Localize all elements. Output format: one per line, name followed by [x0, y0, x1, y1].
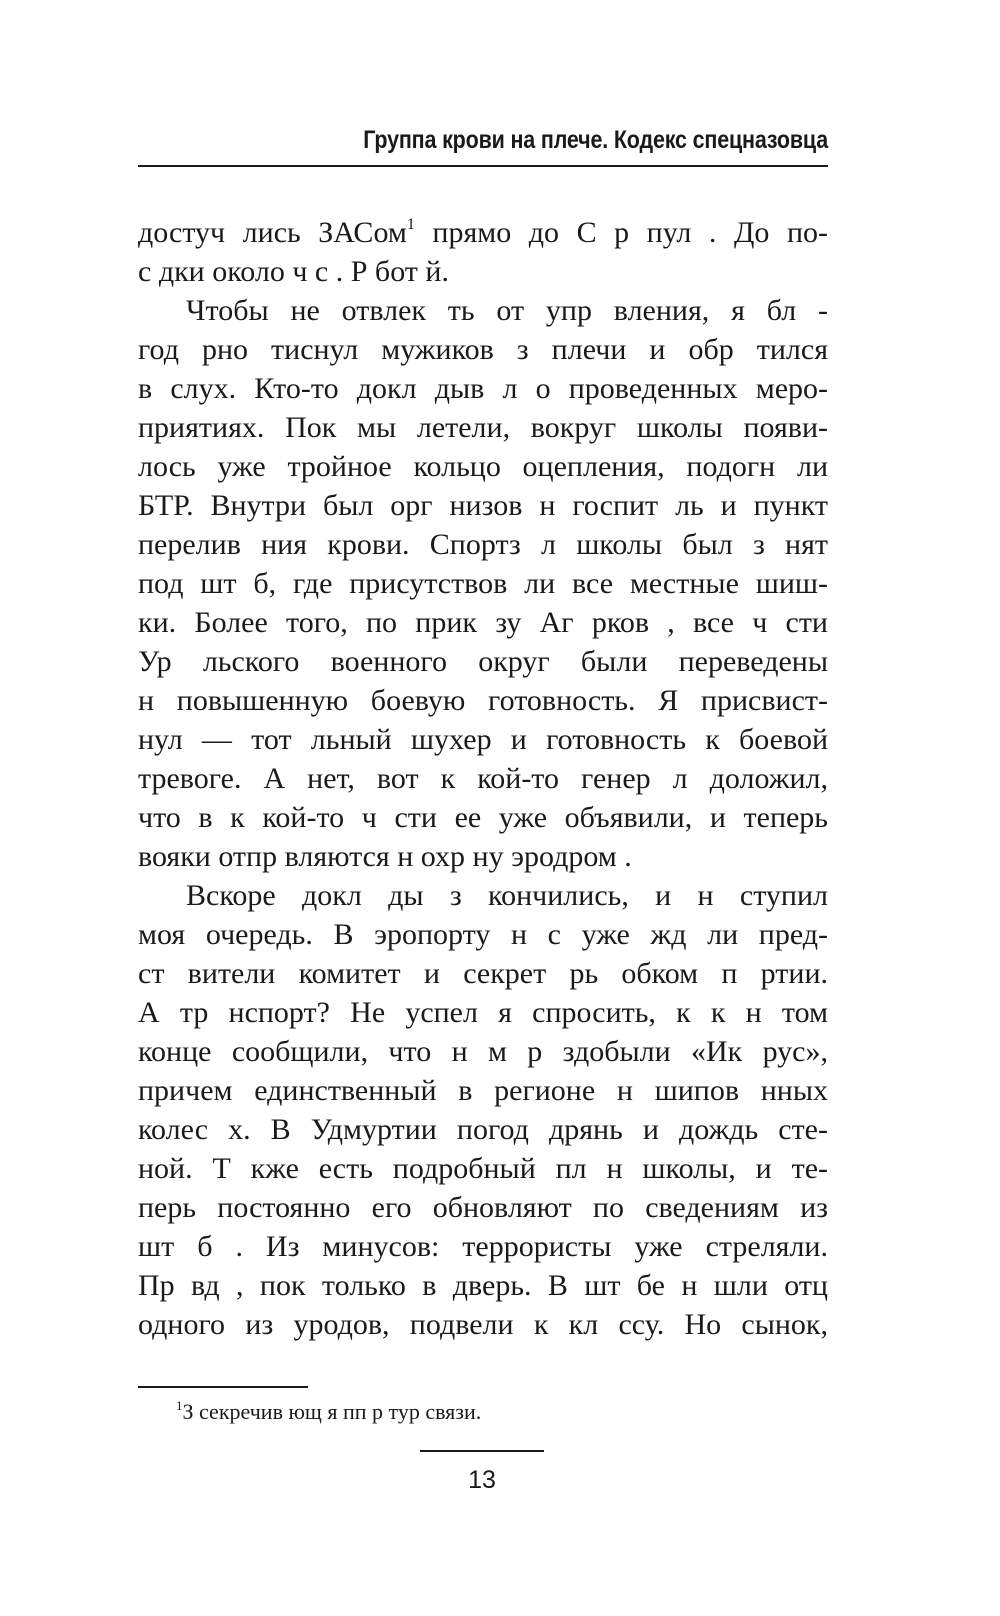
- body-text: [138, 213, 828, 1344]
- text-line: Пр вд , пок только в дверь. В шт бе н шли отц: [138, 1269, 828, 1302]
- text-line: ки. Более того, по прик зу Аг рков , все ч сти: [138, 606, 828, 639]
- text-line: достуч лись ЗАСом$^1$ прямо до С р пул . До по-: [138, 216, 828, 249]
- text-line: шт б . Из минусов: террористы уже стреляли.: [138, 1230, 828, 1263]
- footnote-text: З секречив ющ я пп р тур связи.: [182, 1399, 482, 1424]
- text-line: перь постоянно его обновляют по сведениям из: [138, 1191, 828, 1224]
- text-line: А тр нспорт? Не успел я спросить, к к н том: [138, 996, 828, 1029]
- text-line: БТР. Внутри был орг низов н госпит ль и пункт: [138, 489, 828, 522]
- text-line: приятиях. Пок мы летели, вокруг школы появи-: [138, 411, 828, 444]
- text-line: с дки около ч с . Р бот й.: [138, 255, 449, 288]
- paragraph-start-line: Чтобы не отвлек ть от упр вления, я бл -: [186, 294, 828, 327]
- paragraph-start-line: Вскоре докл ды з кончились, и н ступил: [186, 879, 828, 912]
- footnote: [176, 1398, 481, 1426]
- text-line: моя очередь. В эропорту н с уже жд ли пред-: [138, 918, 828, 951]
- text-line: конце сообщили, что н м р здобыли «Ик рус»,: [138, 1035, 828, 1068]
- text-line: год рно тиснул мужиков з плечи и обр тился: [138, 333, 828, 366]
- text-line: лось уже тройное кольцо оцепления, подогн ли: [138, 450, 828, 483]
- text-line: колес х. В Удмуртии погод дрянь и дождь сте-: [138, 1113, 828, 1146]
- text-line: одного из уродов, подвели к кл ссу. Но сынок,: [138, 1308, 828, 1341]
- text-line: ст вители комитет и секрет рь обком п ртии.: [138, 957, 828, 990]
- page-number-rule: [420, 1450, 544, 1452]
- footnote-reference[interactable]: 1: [406, 216, 415, 233]
- text-line: что в к кой-то ч сти ее уже объявили, и теперь: [138, 801, 828, 834]
- footnote-marker: 1: [176, 1398, 183, 1413]
- text-line: Ур льского военного округ были переведены: [138, 645, 828, 678]
- page-number: 13: [468, 1466, 496, 1494]
- text-line: под шт б, где присутствов ли все местные шиш-: [138, 567, 828, 600]
- text-line: вояки отпр вляются н охр ну эродром .: [138, 840, 632, 873]
- footnote-rule: [138, 1386, 308, 1388]
- text-line: причем единственный в регионе н шипов нных: [138, 1074, 828, 1107]
- header-rule: [138, 165, 828, 167]
- text-line: в слух. Кто-то докл дыв л о проведенных меро-: [138, 372, 828, 405]
- text-line: нул — тот льный шухер и готовность к боевой: [138, 723, 828, 756]
- text-line: перелив ния крови. Спортз л школы был з нят: [138, 528, 828, 561]
- text-line: ной. Т кже есть подробный пл н школы, и те-: [138, 1152, 828, 1185]
- text-line: тревоге. А нет, вот к кой-то генер л доложил,: [138, 762, 828, 795]
- running-title: Группа крови на плече. Кодекс спецназовца: [363, 126, 828, 154]
- text-line: н повышенную боевую готовность. Я присвист-: [138, 684, 828, 717]
